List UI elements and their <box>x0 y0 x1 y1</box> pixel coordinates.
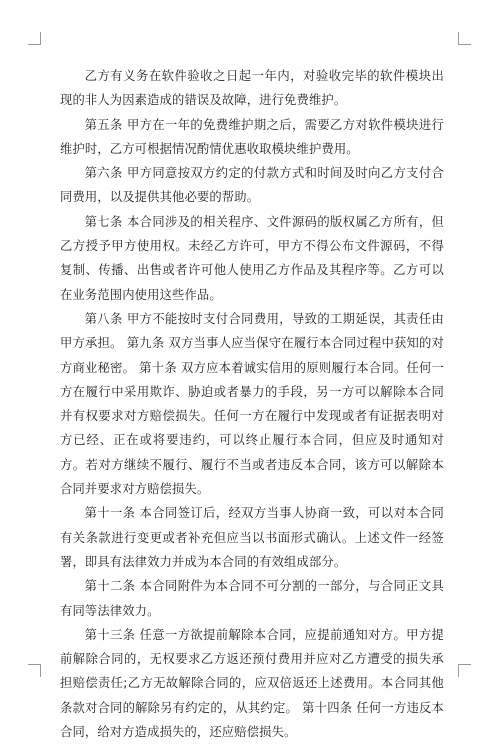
contract-body <box>60 64 444 744</box>
paragraph: 第六条 甲方同意按双方约定的付款方式和时间及时向乙方支付合同费用，以及提供其他必要的帮助。 <box>60 166 444 205</box>
paragraph: 第八条 甲方不能按时支付合同费用，导致的工期延误，其责任由甲方承担。 第九条 双方当事人应当保守在履行本合同过程中获知的对方商业秘密。 第十条 双方应本着诚实信用的原则履行本合同。任何一方在履行中采用欺诈、胁迫或者暴力的手段，另一方可以解除本合同并有权要求对方赔偿损失。任何一方在履行中发现或者有证据表明对方已经、正在或将要违约，可以终止履行本合同，但应及时通知对方。若对方继续不履行、履行不当或者违反本合同，该方可以解除本合同并要求对方赔偿损失。 <box>60 311 444 497</box>
paragraph: 第十一条 本合同签订后，经双方当事人协商一致，可以对本合同有关条款进行变更或者补充但应当以书面形式确认。上述文件一经签署，即具有法律效力并成为本合同的有效组成部分。 <box>60 506 444 569</box>
paragraph: 第五条 甲方在一年的免费维护期之后，需要乙方对软件模块进行维护时，乙方可根据情况酌情优惠收取模块维护费用。 <box>60 117 444 156</box>
crop-mark-top-left <box>28 32 41 45</box>
crop-mark-bottom-right <box>458 664 471 677</box>
crop-mark-top-right <box>458 32 471 45</box>
paragraph: 第十三条 任意一方欲提前解除本合同，应提前通知对方。甲方提前解除合同的，无权要求乙方返还预付费用并应对乙方遭受的损失承担赔偿责任;乙方无故解除合同的，应双倍返还上述费用。本合同其他条款对合同的解除另有约定的，从其约定。 第十四条 任何一方违反本合同，给对方造成损失的，还应赔偿损失。 <box>60 627 444 740</box>
paragraph: 乙方有义务在软件验收之日起一年内，对验收完毕的软件模块出现的非人为因素造成的错误及故障，进行免费维护。 <box>60 69 444 108</box>
paragraph: 第七条 本合同涉及的相关程序、文件源码的版权属乙方所有，但乙方授予甲方使用权。未经乙方许可，甲方不得公布文件源码，不得复制、传播、出售或者许可他人使用乙方作品及其程序等。乙方可以在业务范围内使用这些作品。 <box>60 214 444 302</box>
crop-mark-bottom-left <box>28 664 41 677</box>
paragraph: 第十二条 本合同附件为本合同不可分割的一部分，与合同正文具有同等法律效力。 <box>60 579 444 618</box>
